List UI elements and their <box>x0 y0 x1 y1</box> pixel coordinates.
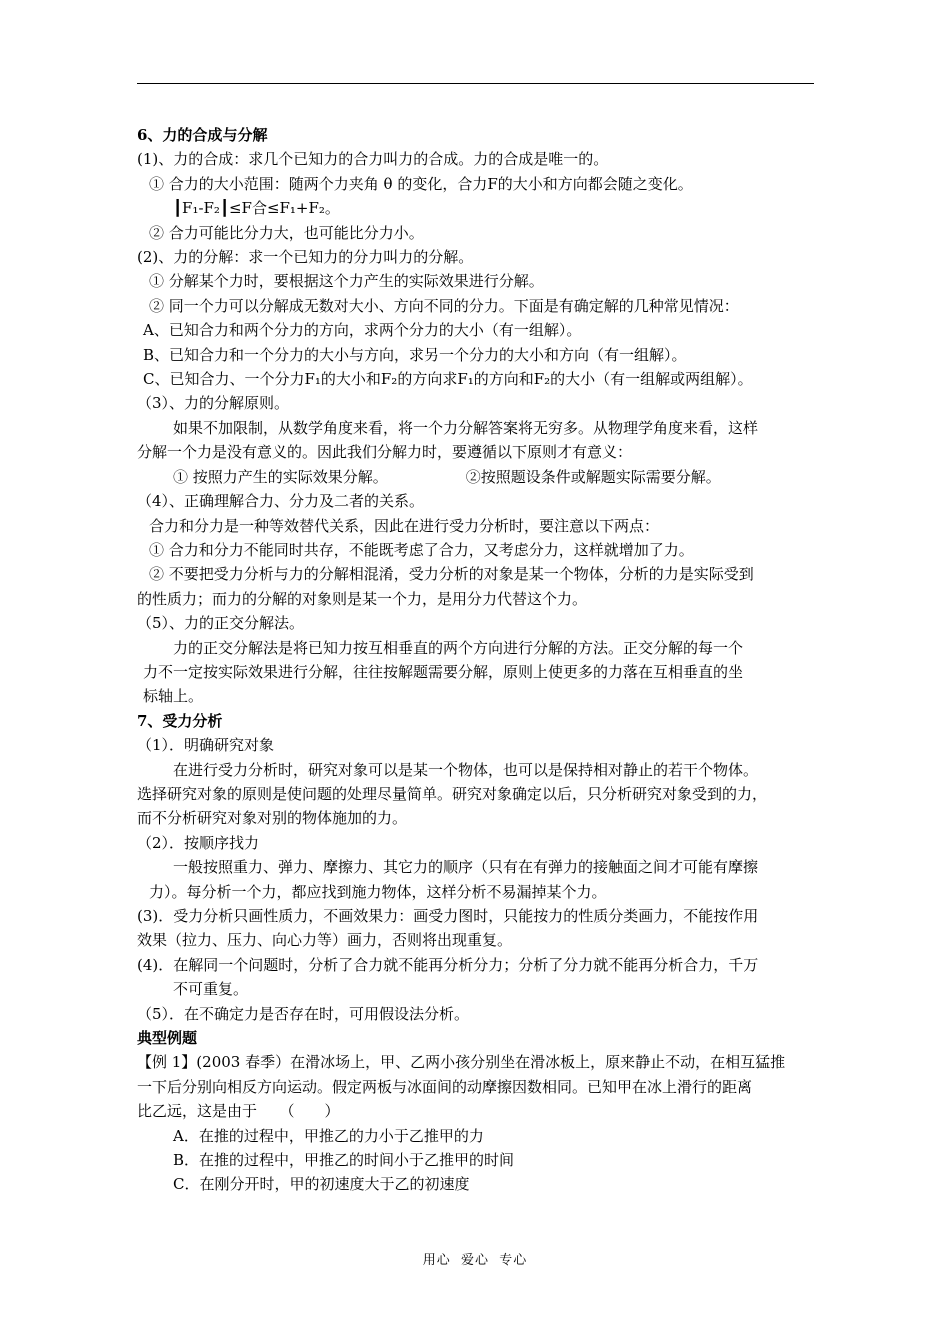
paragraph-line: 力）。每分析一个力，都应找到施力物体，这样分析不易漏掉某个力。 <box>149 882 607 901</box>
principle-1: ① 按照力产生的实际效果分解。 <box>173 467 388 486</box>
paragraph-line: 力不一定按实际效果进行分解，往往按解题需要分解，原则上使更多的力落在互相垂直的坐 <box>143 662 744 681</box>
paragraph-line: （5）、力的正交分解法。 <box>137 614 305 633</box>
option-line: C．在刚分开时，甲的初速度大于乙的初速度 <box>173 1175 470 1194</box>
paragraph-line: 分解一个力是没有意义的。因此我们分解力时，要遵循以下原则才有意义： <box>137 443 633 462</box>
paragraph-line: ① 合力和分力不能同时共存，不能既考虑了合力，又考虑分力，这样就增加了力。 <box>149 540 694 559</box>
paragraph-line: 标轴上。 <box>143 687 204 706</box>
paragraph-line: （5）．在不确定力是否存在时，可用假设法分析。 <box>137 1004 470 1023</box>
document-body <box>137 123 827 1197</box>
option-line: A．在推的过程中，甲推乙的力小于乙推甲的力 <box>173 1126 484 1145</box>
paragraph-line: 选择研究对象的原则是使问题的处理尽量简单。研究对象确定以后，只分析研究对象受到的力， <box>137 784 768 803</box>
principle-2: ②按照题设条件或解题实际需要分解。 <box>465 467 721 486</box>
paragraph-line: (4)．在解同一个问题时，分析了合力就不能再分析分力；分析了分力就不能再分析合力，千万 <box>137 955 759 974</box>
option-line: B．在推的过程中，甲推乙的时间小于乙推甲的时间 <box>173 1151 515 1170</box>
paragraph-line: B、已知合力和一个分力的大小与方向，求另一个分力的大小和方向（有一组解）。 <box>143 345 687 364</box>
paragraph-line: 一般按照重力、弹力、摩擦力、其它力的顺序（只有在有弹力的接触面之间才可能有摩擦 <box>173 858 759 877</box>
section-heading: 典型例题 <box>137 1029 198 1048</box>
example-line: 比乙远，这是由于 （ ） <box>137 1102 340 1121</box>
paragraph-line: ② 不要把受力分析与力的分解相混淆，受力分析的对象是某一个物体，分析的力是实际受到 <box>149 565 754 584</box>
paragraph-line: 不可重复。 <box>173 980 249 999</box>
section-heading: 7、受力分析 <box>137 711 223 730</box>
paragraph-line: 如果不加限制，从数学角度来看，将一个力分解答案将无穷多。从物理学角度来看，这样 <box>173 418 759 437</box>
page-footer <box>0 1249 950 1268</box>
paragraph-line: （2）．按顺序找力 <box>137 833 260 852</box>
header-rule <box>137 83 814 84</box>
paragraph-line: ② 同一个力可以分解成无数对大小、方向不同的分力。下面是有确定解的几种常见情况： <box>149 296 739 315</box>
example-line: 【例 1】(2003 春季）在滑冰场上，甲、乙两小孩分别坐在滑冰板上，原来静止不动，在相互猛推 <box>137 1053 786 1072</box>
paragraph-line: 效果（拉力、压力、向心力等）画力，否则将出现重复。 <box>137 931 513 950</box>
paragraph-line: (1)、力的合成：求几个已知力的合力叫力的合成。力的合成是唯一的。 <box>137 150 609 169</box>
paragraph-line: A、已知合力和两个分力的方向，求两个分力的大小（有一组解）。 <box>143 321 582 340</box>
example-line: 一下后分别向相反方向运动。假定两板与冰面间的动摩擦因数相同。已知甲在冰上滑行的距离 <box>137 1077 753 1096</box>
paragraph-line: 的性质力；而力的分解的对象则是某一个力，是用分力代替这个力。 <box>137 589 588 608</box>
paragraph-line: 而不分析研究对象对别的物体施加的力。 <box>137 809 408 828</box>
paragraph-line: ② 合力可能比分力大，也可能比分力小。 <box>149 223 424 242</box>
paragraph-line: (3)．受力分析只画性质力，不画效果力：画受力图时，只能按力的性质分类画力，不能按作用 <box>137 907 759 925</box>
paragraph-line: 合力和分力是一种等效替代关系，因此在进行受力分析时，要注意以下两点： <box>149 516 660 535</box>
paragraph-line: 力的正交分解法是将已知力按互相垂直的两个方向进行分解的方法。正交分解的每一个 <box>173 638 744 657</box>
paragraph-line: （3）、力的分解原则。 <box>137 394 290 413</box>
paragraph-line: 在进行受力分析时，研究对象可以是某一个物体，也可以是保持相对静止的若干个物体。 <box>173 760 759 779</box>
paragraph-line: C、已知合力、一个分力F₁的大小和F₂的方向求F₁的方向和F₂的大小（有一组解或两组解）。 <box>143 370 753 389</box>
paragraph-line: (2)、力的分解：求一个已知力的分力叫力的分解。 <box>137 248 474 267</box>
paragraph-line: ① 分解某个力时，要根据这个力产生的实际效果进行分解。 <box>149 272 544 291</box>
footer-text: 用心 爱心 专心 <box>422 1253 528 1268</box>
paragraph-line: （1）．明确研究对象 <box>137 736 275 755</box>
section-heading: 6、力的合成与分解 <box>137 126 268 144</box>
paragraph-line: （4）、正确理解合力、分力及二者的关系。 <box>137 492 425 511</box>
formula-line: ┃F₁-F₂┃≤F合≤F₁+F₂。 <box>173 199 340 218</box>
principles-line <box>137 465 827 489</box>
paragraph-line: ① 合力的大小范围：随两个力夹角 θ 的变化，合力F的大小和方向都会随之变化。 <box>149 174 693 193</box>
